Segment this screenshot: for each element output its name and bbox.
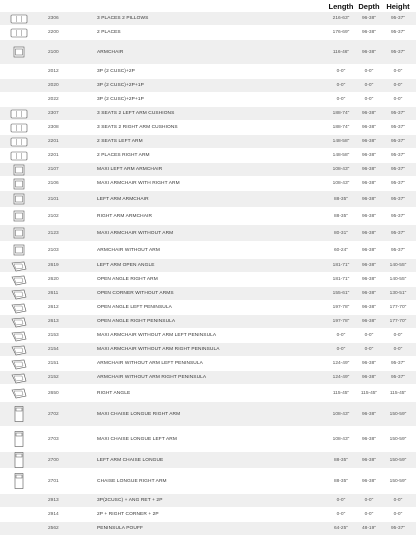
row-code: 2201 bbox=[48, 139, 59, 144]
table-row bbox=[0, 259, 416, 273]
row-height: 95-37" bbox=[391, 230, 405, 236]
table-row bbox=[0, 149, 416, 163]
maxi-armchair-right-peninsula-icon bbox=[0, 343, 38, 356]
row-depth: 96-38" bbox=[362, 361, 376, 366]
armchair-left-peninsula-icon bbox=[0, 357, 38, 370]
row-code: 2107 bbox=[48, 167, 59, 172]
two-seat-sofa-icon bbox=[0, 26, 38, 39]
row-height: 95-37" bbox=[391, 247, 405, 253]
length-header: Length bbox=[328, 2, 354, 11]
row-height: 0-0" bbox=[393, 498, 403, 503]
row-code: 2103 bbox=[48, 247, 59, 253]
row-length: 0-0" bbox=[336, 97, 346, 102]
row-height: 95-37" bbox=[391, 526, 405, 531]
row-code: 2153 bbox=[48, 333, 59, 338]
row-height: 95-37" bbox=[391, 361, 405, 366]
table-row bbox=[0, 26, 416, 40]
row-name: 3P (2 CUSC)+2P+1P bbox=[97, 83, 144, 88]
row-height: 0-0" bbox=[393, 83, 403, 88]
maxi-chaise-right-icon bbox=[0, 402, 38, 426]
row-depth: 0-0" bbox=[364, 83, 374, 88]
empty-icon-cell bbox=[0, 79, 38, 92]
row-depth: 96-38" bbox=[362, 319, 376, 324]
row-length: 197-78" bbox=[332, 305, 350, 310]
row-depth: 96-38" bbox=[362, 167, 376, 172]
row-code: 2308 bbox=[48, 125, 59, 130]
row-length: 80-31" bbox=[334, 230, 348, 236]
row-height: 95-37" bbox=[391, 213, 405, 219]
table-row bbox=[0, 315, 416, 329]
row-length: 181-71" bbox=[332, 263, 350, 268]
open-angle-right-peninsula-icon bbox=[0, 315, 38, 328]
row-depth: 96-38" bbox=[362, 49, 376, 55]
row-height: 115-45" bbox=[389, 390, 407, 396]
empty-icon-cell bbox=[0, 522, 38, 535]
row-length: 0-0" bbox=[336, 347, 346, 352]
armchair-icon bbox=[0, 40, 38, 64]
row-code: 2154 bbox=[48, 347, 59, 352]
row-name: RIGHT ANGLE bbox=[97, 390, 131, 396]
table-row bbox=[0, 508, 416, 522]
table-row bbox=[0, 385, 416, 402]
table-row bbox=[0, 522, 416, 536]
row-code: 2012 bbox=[48, 69, 59, 74]
row-length: 216-63" bbox=[332, 16, 350, 21]
row-height: 95-37" bbox=[391, 125, 405, 130]
row-length: 88-35" bbox=[334, 196, 348, 202]
left-chaise-longue-icon bbox=[0, 452, 38, 468]
row-code: 2200 bbox=[48, 30, 59, 35]
row-name: MAXI ARMCHAIR WITHOUT ARM bbox=[97, 230, 174, 236]
table-row bbox=[0, 12, 416, 26]
table-row bbox=[0, 329, 416, 343]
row-height: 0-0" bbox=[393, 512, 403, 517]
row-name: ARMCHAIR WITHOUT ARM bbox=[97, 247, 160, 253]
row-depth: 96-38" bbox=[362, 213, 376, 219]
row-depth: 96-38" bbox=[362, 375, 376, 380]
row-name: 2 SEATS LEFT ARM bbox=[97, 139, 143, 144]
row-code: 2913 bbox=[48, 498, 59, 503]
table-row bbox=[0, 371, 416, 385]
row-length: 88-35" bbox=[334, 478, 348, 484]
row-depth: 96-38" bbox=[362, 263, 376, 268]
row-depth: 96-38" bbox=[362, 277, 376, 282]
row-depth: 96-38" bbox=[362, 153, 376, 158]
row-name: CHAISE LONGUE RIGHT ARM bbox=[97, 478, 167, 484]
row-code: 2700 bbox=[48, 457, 59, 463]
row-name: 3 SEATS 2 LEFT ARM CUSHIONS bbox=[97, 111, 175, 116]
row-height: 177-70" bbox=[389, 305, 407, 310]
row-depth: 0-0" bbox=[364, 498, 374, 503]
left-armchair-icon bbox=[0, 191, 38, 207]
row-height: 95-37" bbox=[391, 16, 405, 21]
row-depth: 96-38" bbox=[362, 247, 376, 253]
row-length: 197-78" bbox=[332, 319, 350, 324]
row-length: 0-0" bbox=[336, 83, 346, 88]
table-row bbox=[0, 357, 416, 371]
three-seat-sofa-pillows-icon bbox=[0, 12, 38, 25]
left-open-angle-icon bbox=[0, 259, 38, 272]
row-name: 3P (2 CUSC)+2P bbox=[97, 69, 135, 74]
row-name: ARMCHAIR bbox=[97, 49, 124, 55]
row-name: OPEN CORNER WITHOUT ARMS bbox=[97, 291, 174, 296]
row-depth: 96-38" bbox=[362, 196, 376, 202]
row-code: 2650 bbox=[48, 390, 59, 396]
armchair-right-peninsula-icon bbox=[0, 371, 38, 384]
row-depth: 0-0" bbox=[364, 69, 374, 74]
row-name: ARMCHAIR WITHOUT ARM RIGHT PENINSULA bbox=[97, 375, 207, 380]
row-name: 3 PLACES 2 PILLOWS bbox=[97, 16, 149, 21]
row-code: 2613 bbox=[48, 319, 59, 324]
row-name: MAXI CHAISE LONGUE RIGHT ARM bbox=[97, 411, 181, 417]
row-depth: 96-38" bbox=[362, 478, 376, 484]
row-height: 0-0" bbox=[393, 347, 403, 352]
table-row bbox=[0, 40, 416, 65]
row-depth: 0-0" bbox=[364, 512, 374, 517]
row-depth: 0-0" bbox=[364, 97, 374, 102]
table-row bbox=[0, 208, 416, 225]
row-name: 2 PLACES RIGHT ARM bbox=[97, 153, 150, 158]
row-depth: 96-38" bbox=[362, 30, 376, 35]
row-name: LEFT ARM OPEN ANGLE bbox=[97, 263, 155, 268]
empty-icon-cell bbox=[0, 494, 38, 507]
maxi-left-armchair-icon bbox=[0, 163, 38, 176]
row-length: 108-43" bbox=[332, 436, 350, 442]
row-length: 116-46" bbox=[332, 49, 350, 55]
row-depth: 48-19" bbox=[362, 526, 376, 531]
row-length: 0-0" bbox=[336, 498, 346, 503]
row-code: 2100 bbox=[48, 49, 59, 55]
row-name: RIGHT ARM ARMCHAIR bbox=[97, 213, 153, 219]
row-depth: 0-0" bbox=[364, 333, 374, 338]
row-code: 2102 bbox=[48, 213, 59, 219]
row-length: 181-71" bbox=[332, 277, 350, 282]
row-code: 2152 bbox=[48, 375, 59, 380]
height-header: Height bbox=[386, 2, 410, 11]
table-row bbox=[0, 121, 416, 135]
row-height: 95-37" bbox=[391, 167, 405, 172]
row-name: MAXI LEFT ARM ARMCHAIR bbox=[97, 167, 163, 172]
row-height: 150-59" bbox=[389, 411, 407, 417]
table-row bbox=[0, 107, 416, 121]
row-code: 2306 bbox=[48, 16, 59, 21]
row-code: 2702 bbox=[48, 411, 59, 417]
row-name: 3P (2 CUSC)+2P+1P bbox=[97, 97, 144, 102]
right-armchair-icon bbox=[0, 208, 38, 224]
table-row bbox=[0, 135, 416, 149]
row-height: 150-59" bbox=[389, 436, 407, 442]
maxi-armchair-left-peninsula-icon bbox=[0, 329, 38, 342]
row-height: 95-37" bbox=[391, 181, 405, 186]
row-code: 2562 bbox=[48, 526, 59, 531]
row-depth: 0-0" bbox=[364, 347, 374, 352]
row-name: MAXI ARMCHAIR WITHOUT ARM LEFT PENINSULA bbox=[97, 333, 217, 338]
row-code: 2123 bbox=[48, 230, 59, 236]
row-length: 188-74" bbox=[332, 125, 350, 130]
table-row bbox=[0, 242, 416, 259]
row-code: 2201 bbox=[48, 153, 59, 158]
empty-icon-cell bbox=[0, 65, 38, 78]
chaise-longue-right-icon bbox=[0, 469, 38, 493]
row-height: 0-0" bbox=[393, 333, 403, 338]
table-row bbox=[0, 452, 416, 469]
two-seat-left-arm-icon bbox=[0, 135, 38, 148]
row-name: OPEN ANGLE RIGHT ARM bbox=[97, 277, 158, 282]
row-height: 140-55" bbox=[389, 277, 407, 282]
table-row bbox=[0, 427, 416, 452]
three-seat-left-arm-icon bbox=[0, 107, 38, 120]
row-depth: 96-38" bbox=[362, 291, 376, 296]
row-height: 95-37" bbox=[391, 30, 405, 35]
row-name: 3 SEATS 2 RIGHT ARM CUSHIONS bbox=[97, 125, 178, 130]
row-name: PENINSULA POUFF bbox=[97, 526, 144, 531]
row-name: LEFT ARM CHAISE LONGUE bbox=[97, 457, 164, 463]
empty-icon-cell bbox=[0, 93, 38, 106]
row-depth: 96-38" bbox=[362, 139, 376, 144]
row-code: 2620 bbox=[48, 277, 59, 282]
row-depth: 96-38" bbox=[362, 457, 376, 463]
row-code: 2619 bbox=[48, 263, 59, 268]
table-row bbox=[0, 163, 416, 177]
row-name: ARMCHAIR WITHOUT ARM LEFT PENINSULA bbox=[97, 361, 203, 366]
row-length: 0-0" bbox=[336, 333, 346, 338]
table-row bbox=[0, 494, 416, 508]
row-code: 2022 bbox=[48, 97, 59, 102]
row-length: 88-35" bbox=[334, 213, 348, 219]
row-code: 2611 bbox=[48, 291, 59, 296]
table-row bbox=[0, 177, 416, 191]
row-length: 124-49" bbox=[332, 361, 350, 366]
row-length: 64-25" bbox=[334, 526, 348, 531]
row-code: 2307 bbox=[48, 111, 59, 116]
row-length: 108-43" bbox=[332, 181, 350, 186]
open-angle-left-peninsula-icon bbox=[0, 301, 38, 314]
open-corner-no-arm-icon bbox=[0, 287, 38, 300]
row-depth: 115-45" bbox=[360, 390, 378, 396]
maxi-right-armchair-icon bbox=[0, 177, 38, 190]
row-depth: 96-38" bbox=[362, 305, 376, 310]
right-angle-icon bbox=[0, 385, 38, 401]
table-row bbox=[0, 191, 416, 208]
table-row bbox=[0, 402, 416, 427]
row-name: MAXI CHAISE LONGUE LEFT ARM bbox=[97, 436, 177, 442]
row-height: 177-70" bbox=[389, 319, 407, 324]
row-code: 2612 bbox=[48, 305, 59, 310]
row-length: 176-69" bbox=[332, 30, 350, 35]
empty-icon-cell bbox=[0, 508, 38, 521]
maxi-armchair-no-arm-icon bbox=[0, 225, 38, 241]
row-length: 155-61" bbox=[332, 291, 350, 296]
row-name: OPEN ANGLE LEFT PENINSULA bbox=[97, 305, 172, 310]
row-height: 130-51" bbox=[389, 291, 407, 296]
row-code: 2020 bbox=[48, 83, 59, 88]
row-code: 2703 bbox=[48, 436, 59, 442]
row-length: 88-35" bbox=[334, 457, 348, 463]
dimensions-table bbox=[0, 12, 416, 536]
row-depth: 96-38" bbox=[362, 181, 376, 186]
table-row bbox=[0, 343, 416, 357]
table-row bbox=[0, 225, 416, 242]
row-height: 95-37" bbox=[391, 153, 405, 158]
row-height: 95-37" bbox=[391, 49, 405, 55]
table-row bbox=[0, 287, 416, 301]
table-row bbox=[0, 301, 416, 315]
row-length: 108-43" bbox=[332, 167, 350, 172]
row-length: 124-49" bbox=[332, 375, 350, 380]
table-row bbox=[0, 65, 416, 79]
row-name: 2P + RIGHT CORNER + 2P bbox=[97, 512, 159, 517]
row-height: 140-55" bbox=[389, 263, 407, 268]
two-seat-right-arm-icon bbox=[0, 149, 38, 162]
row-name: MAXI ARMCHAIR WITH RIGHT ARM bbox=[97, 181, 180, 186]
row-depth: 96-38" bbox=[362, 111, 376, 116]
row-code: 2914 bbox=[48, 512, 59, 517]
row-code: 2106 bbox=[48, 181, 59, 186]
row-name: MAXI ARMCHAIR WITHOUT ARM RIGHT PENINSULA bbox=[97, 347, 220, 352]
row-height: 0-0" bbox=[393, 97, 403, 102]
table-row bbox=[0, 273, 416, 287]
row-height: 95-37" bbox=[391, 196, 405, 202]
row-length: 60-24" bbox=[334, 247, 348, 253]
row-name: LEFT ARM ARMCHAIR bbox=[97, 196, 149, 202]
row-length: 148-58" bbox=[332, 139, 350, 144]
row-depth: 96-38" bbox=[362, 16, 376, 21]
table-row bbox=[0, 469, 416, 494]
open-angle-right-icon bbox=[0, 273, 38, 286]
row-height: 95-37" bbox=[391, 111, 405, 116]
row-length: 0-0" bbox=[336, 69, 346, 74]
row-depth: 96-38" bbox=[362, 230, 376, 236]
row-depth: 96-38" bbox=[362, 411, 376, 417]
row-height: 95-37" bbox=[391, 375, 405, 380]
row-name: OPEN ANGLE RIGHT PENINSULA bbox=[97, 319, 176, 324]
table-row bbox=[0, 79, 416, 93]
row-depth: 96-38" bbox=[362, 125, 376, 130]
depth-header: Depth bbox=[358, 2, 380, 11]
row-height: 0-0" bbox=[393, 69, 403, 74]
maxi-chaise-left-icon bbox=[0, 427, 38, 451]
row-length: 188-74" bbox=[332, 111, 350, 116]
row-code: 2101 bbox=[48, 196, 59, 202]
row-height: 150-59" bbox=[389, 478, 407, 484]
row-name: 3P(2CUSC) + ANG RET + 2P bbox=[97, 498, 163, 503]
armchair-no-arm-icon bbox=[0, 242, 38, 258]
table-row bbox=[0, 93, 416, 107]
row-height: 95-37" bbox=[391, 139, 405, 144]
row-height: 150-59" bbox=[389, 457, 407, 463]
three-seat-right-arm-icon bbox=[0, 121, 38, 134]
row-length: 0-0" bbox=[336, 512, 346, 517]
row-depth: 96-38" bbox=[362, 436, 376, 442]
row-length: 115-45" bbox=[332, 390, 350, 396]
row-code: 2151 bbox=[48, 361, 59, 366]
row-length: 108-43" bbox=[332, 411, 350, 417]
row-name: 2 PLACES bbox=[97, 30, 121, 35]
row-length: 148-58" bbox=[332, 153, 350, 158]
row-code: 2701 bbox=[48, 478, 59, 484]
